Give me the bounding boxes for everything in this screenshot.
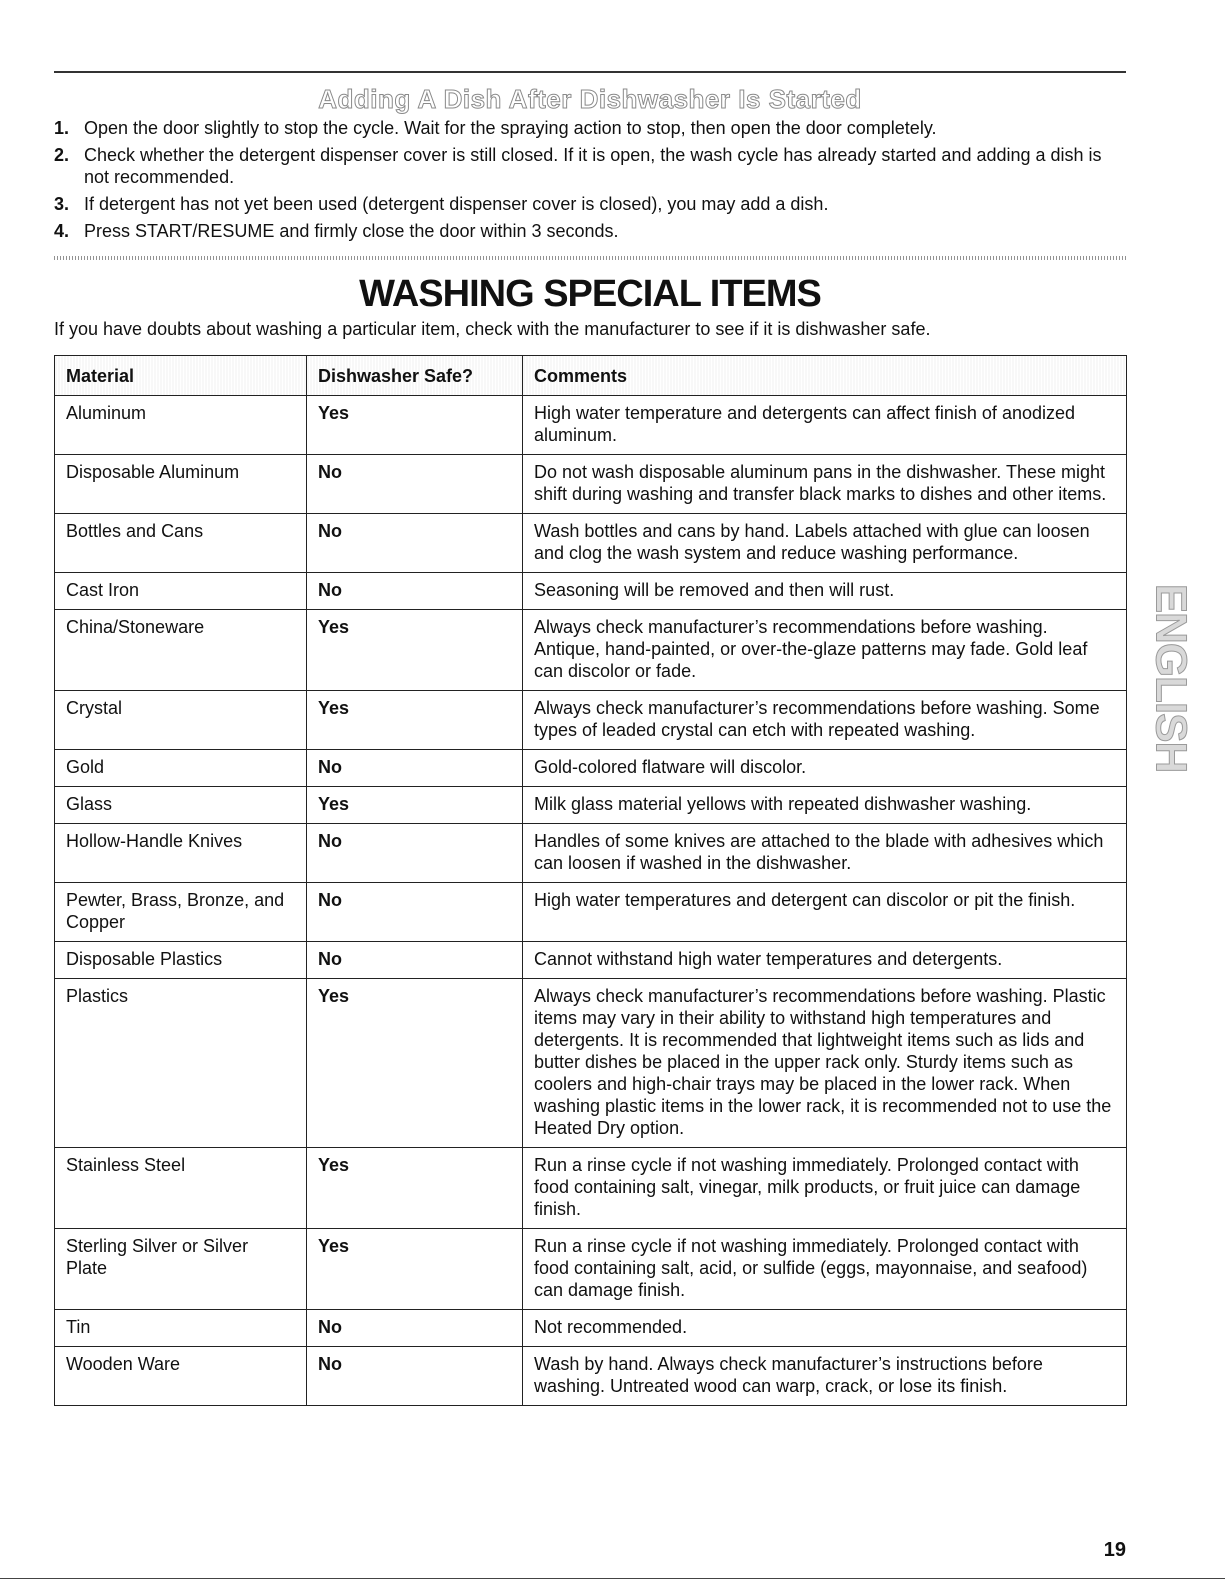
step-item [54, 193, 1126, 215]
material-cell: Plastics [55, 979, 307, 1148]
comments-cell: Wash by hand. Always check manufacturer’s instructions before washing. Untreated wood can warp, crack, or lose its finish. [523, 1347, 1127, 1406]
table-row [55, 979, 1127, 1148]
table-row [55, 691, 1127, 750]
table-row [55, 455, 1127, 514]
safe-cell: No [307, 824, 523, 883]
comments-cell: Handles of some knives are attached to the blade with adhesives which can loosen if washed in the dishwasher. [523, 824, 1127, 883]
step-item [54, 220, 1126, 242]
material-cell: Glass [55, 787, 307, 824]
material-cell: Crystal [55, 691, 307, 750]
table-row [55, 1310, 1127, 1347]
safe-cell: No [307, 1347, 523, 1406]
language-tab [1146, 565, 1196, 790]
dotted-divider [54, 256, 1126, 260]
table-row [55, 514, 1127, 573]
material-cell: Bottles and Cans [55, 514, 307, 573]
table-row [55, 1148, 1127, 1229]
table-row [55, 610, 1127, 691]
comments-cell: Run a rinse cycle if not washing immediately. Prolonged contact with food containing salt, acid, or sulfide (eggs, mayonnaise, and seafood) can damage finish. [523, 1229, 1127, 1310]
column-header-comments: Comments [523, 356, 1127, 396]
language-tab-label: ENGLISH [1146, 583, 1196, 772]
page-title: WASHING SPECIAL ITEMS [359, 273, 821, 315]
material-cell: Disposable Aluminum [55, 455, 307, 514]
section-heading: Adding A Dish After Dishwasher Is Started [318, 84, 862, 114]
comments-cell: High water temperature and detergents can affect finish of anodized aluminum. [523, 396, 1127, 455]
material-cell: Disposable Plastics [55, 942, 307, 979]
step-number: 1. [54, 118, 70, 138]
step-number: 2. [54, 145, 70, 165]
comments-cell: Milk glass material yellows with repeated dishwasher washing. [523, 787, 1127, 824]
safe-cell: No [307, 455, 523, 514]
comments-cell: High water temperatures and detergent can discolor or pit the finish. [523, 883, 1127, 942]
comments-cell: Wash bottles and cans by hand. Labels attached with glue can loosen and clog the wash system and reduce washing performance. [523, 514, 1127, 573]
safe-cell: Yes [307, 979, 523, 1148]
material-cell: Sterling Silver or Silver Plate [55, 1229, 307, 1310]
table-body [55, 396, 1127, 1406]
table-row [55, 1229, 1127, 1310]
safe-cell: Yes [307, 691, 523, 750]
comments-cell: Always check manufacturer’s recommendations before washing. Antique, hand-painted, or over-the-glaze patterns may fade. Gold leaf can discolor or fade. [523, 610, 1127, 691]
material-cell: Aluminum [55, 396, 307, 455]
table-row [55, 883, 1127, 942]
safe-cell: Yes [307, 396, 523, 455]
comments-cell: Always check manufacturer’s recommendations before washing. Some types of leaded crystal can etch with repeated washing. [523, 691, 1127, 750]
step-text: If detergent has not yet been used (detergent dispenser cover is closed), you may add a dish. [84, 194, 829, 214]
step-item [54, 144, 1126, 188]
special-items-table [54, 355, 1127, 1406]
step-number: 3. [54, 194, 70, 214]
table-row [55, 396, 1127, 455]
steps-list [54, 117, 1126, 247]
safe-cell: Yes [307, 787, 523, 824]
material-cell: Stainless Steel [55, 1148, 307, 1229]
comments-cell: Not recommended. [523, 1310, 1127, 1347]
safe-cell: Yes [307, 1229, 523, 1310]
material-cell: China/Stoneware [55, 610, 307, 691]
comments-cell: Cannot withstand high water temperatures and detergents. [523, 942, 1127, 979]
intro-text: If you have doubts about washing a particular item, check with the manufacturer to see if it is dishwasher safe. [54, 319, 931, 339]
material-cell: Tin [55, 1310, 307, 1347]
comments-cell: Gold-colored flatware will discolor. [523, 750, 1127, 787]
safe-cell: No [307, 573, 523, 610]
table-row [55, 573, 1127, 610]
step-number: 4. [54, 221, 70, 241]
safe-cell: Yes [307, 1148, 523, 1229]
material-cell: Pewter, Brass, Bronze, and Copper [55, 883, 307, 942]
step-text: Press START/RESUME and firmly close the door within 3 seconds. [84, 221, 619, 241]
comments-cell: Do not wash disposable aluminum pans in the dishwasher. These might shift during washing and transfer black marks to dishes and other items. [523, 455, 1127, 514]
safe-cell: No [307, 942, 523, 979]
safe-cell: No [307, 1310, 523, 1347]
table-header-row [55, 356, 1127, 396]
column-header-material: Material [55, 356, 307, 396]
table-row [55, 824, 1127, 883]
table-row [55, 750, 1127, 787]
material-cell: Wooden Ware [55, 1347, 307, 1406]
step-item [54, 117, 1126, 139]
safe-cell: No [307, 883, 523, 942]
table-row [55, 1347, 1127, 1406]
step-text: Open the door slightly to stop the cycle. Wait for the spraying action to stop, then open the door completely. [84, 118, 937, 138]
top-rule [54, 71, 1126, 73]
table-row [55, 942, 1127, 979]
material-cell: Gold [55, 750, 307, 787]
column-header-safe: Dishwasher Safe? [307, 356, 523, 396]
comments-cell: Run a rinse cycle if not washing immediately. Prolonged contact with food containing salt, vinegar, milk products, or fruit juice can damage finish. [523, 1148, 1127, 1229]
bottom-rule [0, 1578, 1225, 1579]
comments-cell: Seasoning will be removed and then will rust. [523, 573, 1127, 610]
material-cell: Hollow-Handle Knives [55, 824, 307, 883]
page-number: 19 [1103, 1539, 1126, 1561]
table-row [55, 787, 1127, 824]
safe-cell: No [307, 750, 523, 787]
material-cell: Cast Iron [55, 573, 307, 610]
safe-cell: Yes [307, 610, 523, 691]
safe-cell: No [307, 514, 523, 573]
comments-cell: Always check manufacturer’s recommendations before washing. Plastic items may vary in their ability to withstand high temperatures and detergents. It is recommended that lightweight items such as lids and butter dishes be placed in the upper rack only. Sturdy items such as coolers and high-chair trays may be placed in the lower rack. When washing plastic items in the lower rack, it is recommended not to use the Heated Dry option. [523, 979, 1127, 1148]
step-text: Check whether the detergent dispenser cover is still closed. If it is open, the wash cycle has already started and adding a dish is not recommended. [84, 145, 1102, 187]
